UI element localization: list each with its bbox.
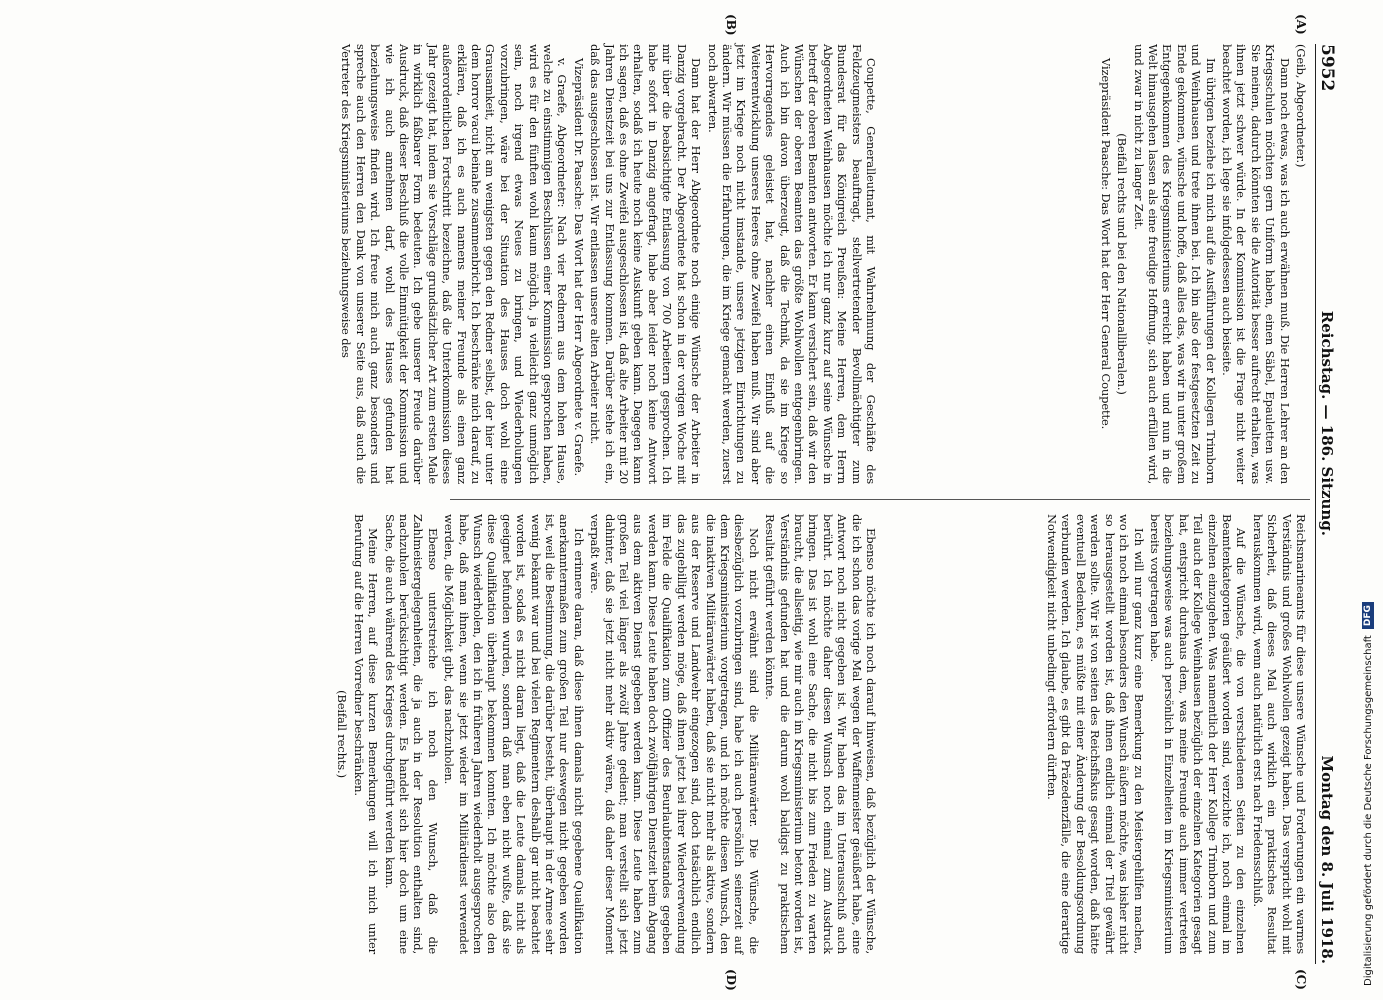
paragraph: Reichsmarineamts für diese unsere Wünsche und Forderungen ein warmes Verständnis und großes Wohlwollen gezeigt haben. Das verspricht wohl mit Sicherheit, daß dieses Mal auch wirklich ein praktisches Resultat herauskommen wird, wenn auch natürlich erst nach Friedensschluß. bbox=[1250, 514, 1308, 954]
dfg-logo: DFG bbox=[1362, 602, 1374, 629]
margin-mark-d: (D) bbox=[724, 969, 738, 991]
paragraph: Ebenso möchte ich noch darauf hinweisen, daß bezüglich der Wünsche, die ich schon das vorige Mal wegen der Waffenmeister geäußert habe, eine Antwort noch nicht gegeben ist. Wir haben das im Unterausschuß auch berührt. Ich möchte daher diesen Wunsch noch einmal zum Ausdruck bringen. Das ist wohl eine Sache, die nicht bis zum Frieden zu warten braucht, die allseitig, wie mir auch im Kriegsministerium betont worden ist, Verständnis gefunden hat und die darum wohl baldigst zu praktischem Resultat geführt werden könnte. bbox=[763, 514, 878, 954]
credit-text: Digitalisierung gefördert durch die Deutsche Forschungsgemeinschaft bbox=[1362, 635, 1374, 986]
paragraph: Im übrigen beziehe ich mich auf die Ausführungen der Kollegen Trimborn und Weinhausen und trete ihnen bei. Ich bin also der festgesetzten Zeit zu Ende gekommen, wünsche und hoffe, daß alles das, was wir in unter großem Entgegenkommen des Kriegsministeriums erreicht haben und nun in die Welt hinausgehen lassen als eine freudige Hoffnung, sich auch erfüllen wird, und zwar in nicht zu langer Zeit. bbox=[1131, 44, 1218, 484]
rotated-content bbox=[80, 14, 1338, 991]
paragraph: Dann hat der Herr Abgeordnete noch einige Wünsche der Arbeiter in Danzig vorgebracht. Der Abgeordnete hat schon in der vorigen Woche mit mir über die beabsichtigte Entlassung von 700 Arbeitern gesprochen. Ich habe sofort in Danzig angefragt, habe aber leider noch keine Antwort erhalten, sodaß ich heute noch keine Auskunft geben kann. Dagegen kann ich sagen, daß es ohne Zweifel ausgeschlossen ist, daß alte Arbeiter mit 20 Jahren Dienstzeit bei uns zur Entlassung kommen. Darüber stehe ich ein, daß das ausgeschlossen ist. Wir entlassen unsere alten Arbeiter nicht. bbox=[588, 44, 704, 484]
page-number: 5952 bbox=[1317, 44, 1337, 92]
applause-note: (Beifall rechts.) bbox=[335, 690, 350, 778]
column-left-top bbox=[908, 44, 1308, 484]
session-title: Reichstag. — 186. Sitzung. bbox=[1318, 310, 1336, 537]
paragraph: Vizepräsident Paasche: Das Wort hat der Herr General Coupette. bbox=[1098, 58, 1113, 430]
column-left-bottom bbox=[339, 44, 878, 484]
paragraph: Ich will nur ganz kurz eine Bemerkung zu den Meistergehilfen machen, wo ich noch einmal besonders den Wunsch äußern möchte, was bisher nicht so herausgestellt worden ist, daß ihnen endlich einmal der Titel gewährt werden sollte. Wir ist von seiten des Reichsfiskus gesagt worden, daß hätte eventuell Bedenken, es müßte mit einer Änderung der Besoldungsordnung verbunden werden. Ich glaube, es gibt da Präzedenzfälle, die eine derartige Notwendigkeit nicht unbedingt erfordern dürften. bbox=[1045, 514, 1146, 954]
paragraph: Ich erinnere daran, daß diese ihnen damals nicht gegebene Qualifikation anerkanntermaßen zum großen Teil nur deswegen nicht gegeben worden ist, weil die Bestimmung, die darüber besteht, überhaupt in der Armee sehr wenig bekannt war und bei vielen Regimentern deshalb gar nicht beachtet worden ist, sodaß es nicht daran liegt, daß die Leute damals nicht als geeignet befunden wurden, sondern daß man eben nicht wußte, daß sie diese Qualifikation überhaupt bekommen konnten. Ich möchte also den Wunsch wiederholen, den ich in früheren Jahren wiederholt ausgesprochen habe, daß man ihnen, wenn sie jetzt wieder im Militärdienst verwendet werden, die Möglichkeit gibt, das nachzuholen. bbox=[442, 514, 586, 954]
column-right-bottom bbox=[335, 514, 878, 954]
margin-mark-b: (B) bbox=[724, 14, 738, 36]
applause-note: (Beifall rechts und bei den Nationalliberalen.) bbox=[1115, 133, 1130, 395]
paragraph: Vizepräsident Dr. Paasche: Das Wort hat der Herr Abgeordnete v. Graefe. bbox=[571, 58, 586, 477]
column-divider bbox=[450, 499, 1310, 500]
column-right-top bbox=[908, 514, 1308, 954]
paragraph: Meine Herren, auf diese kurzen Bemerkungen will ich mich unter Berufung auf die Herren Vorredner beschränken. bbox=[351, 514, 381, 954]
paragraph: Auf die Wünsche, die von verschiedenen Seiten zu den einzelnen Beamtenkategorien geäußert worden sind, verzichte ich, noch einmal im einzelnen einzugehen. Was namentlich der Herr Kollege Trimborn und zum Teil auch der Kollege Weinhausen bezüglich der einzelnen Kategorien gesagt hat, entspricht durchaus dem, was meine Freunde auch immer vertreten beziehungsweise was auch persönlich in Einzelheiten im Kriegsministerium bereits vorgetragen habe. bbox=[1147, 514, 1249, 954]
paragraph: (Geib, Abgeordneter.) bbox=[1294, 44, 1308, 168]
margin-mark-c: (C) bbox=[1294, 969, 1308, 990]
margin-mark-a: (A) bbox=[1294, 14, 1308, 35]
paragraph: Ebenso unterstreiche ich noch den Wunsch, daß die Zahlmeistergelegenheiten, die ja auch in der Resolution enthalten sind, nachzuholen berücksichtigt werden. Es handelt sich hier doch um eine Sache, die auch während des Krieges durchgeführt werden kann. bbox=[382, 514, 440, 954]
digitization-credit bbox=[1362, 602, 1374, 986]
paragraph: Dann noch etwas, was ich auch erwähnen muß. Die Herren Lehrer an den Kriegsschulen möchten gern Uniform haben, einen Säbel, Epauletten usw. Sie meinen, dadurch könnten sie die Autorität besser aufrecht erhalten, was ihnen jetzt schwer würde. In der Kommission ist die Frage nicht weiter beachtet worden, ich lege sie infolgedessen auch beiseite. bbox=[1219, 44, 1292, 484]
paragraph: v. Graefe, Abgeordneter: Nach vier Rednern aus dem hohen Hause, welche zu einstimmigen Beschlüssen einer Kommission gesprochen haben, wird es für den fünften wohl kaum möglich, ja vielleicht ganz unmöglich sein, noch irgend etwas Neues zu bringen, und Wiederholungen vorzubringen, wäre bei der Situation des Hauses doch wohl eine Grausamkeit, nicht am wenigsten gegen den Redner selbst, der hier unter dem horror vacui beinahe zusammenbricht. Ich beschränke mich darauf, zu erklären, daß ich es auch namens meiner Freunde als einen ganz außerordentlichen Fortschritt bezeichne, daß die Unterkommission dieses Jahr gezeigt hat, indem sie Vorschläge grundsätzlicher Art zum ersten Male in wirklich faßbarer Form bedeuten. Ich gebe unserer Freude darüber Ausdruck, daß dieser Beschluß die volle Einmütigkeit der Kommission und wie ich auch annehmen darf, wohl des Hauses gefunden hat beziehungsweise finden wird. Ich freue mich auch ganz besonders und spreche auch den Herren den Dank von unserer Seite aus, daß auch die Vertreter des Kriegsministeriums beziehungsweise des bbox=[339, 44, 570, 484]
paragraph: Coupette, Generalleutnant, mit Wahrnehmung der Geschäfte des Feldzeugmeisters beauftragt, stellvertretender Bevollmächtigter zum Bundesrat für das Königreich Preußen: Meine Herren, dem Herrn Abgeordneten Weinhausen möchte ich nur ganz kurz auf seine Wünsche in betreff der oberen Beamten antworten. Er kann versichert sein, daß wir den Wünschen der oberen Beamten das größte Wohlwollen entgegenbringen. Auch ich bin davon überzeugt, daß die Technik, da sie im Kriege so Hervorragendes geleistet hat, nachher einen Einfluß auf die Weiterentwicklung unseres Heeres ohne Zweifel haben muß. Wir sind aber jetzt im Kriege noch nicht imstande, unsere jetzigen Einrichtungen zu ändern. Wir müssen die Erfahrungen, die im Kriege gemacht werden, zuerst noch abwarten. bbox=[705, 44, 878, 484]
paragraph: Noch nicht erwähnt sind die Militäranwärter. Die Wünsche, die diesbezüglich vorzubringen sind, habe ich auch persönlich seinerzeit auf dem Kriegsministerium vorgetragen, und ich möchte diesen Wunsch, den die inaktiven Militäranwärter haben, daß sie nicht mehr als aktive, sondern aus der Reserve und Landwehr eingezogen sind, doch tatsächlich endlich das zugebilligt werden möge, daß ihnen jetzt bei ihrer Wiederverwendung im Felde die Qualifikation zum Offizier des Beurlaubtenstandes gegeben werden kann. Diese Leute haben doch zwölfjährigen Dienstzeit beim Abgang aus dem aktiven Dienst gegeben werden kann. Diese Leute haben zum großen Teil viel länger als zwölf Jahre gedient; man verstellt sich jetzt dahinter, daß sie jetzt nicht mehr aktiv wären, daß daher dieser Moment verpaßt wäre. bbox=[588, 514, 761, 954]
page-header bbox=[1315, 44, 1338, 964]
session-date: Montag den 8. Juli 1918. bbox=[1318, 755, 1336, 964]
